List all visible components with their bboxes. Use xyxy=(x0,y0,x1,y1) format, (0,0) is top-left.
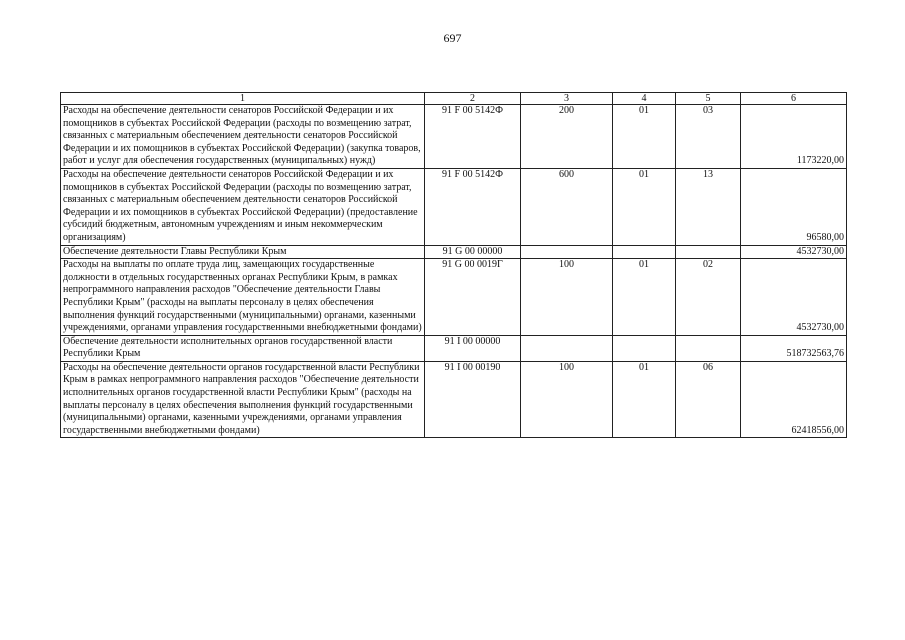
table-row xyxy=(61,105,847,169)
row-subsection: 03 xyxy=(676,105,741,169)
table-row xyxy=(61,361,847,438)
row-expense-type xyxy=(521,335,613,361)
row-subsection xyxy=(676,335,741,361)
row-section: 01 xyxy=(613,259,676,336)
row-amount: 96580,00 xyxy=(741,168,847,245)
header-col-3: 3 xyxy=(521,93,613,105)
row-name: Расходы на обеспечение деятельности сенаторов Российской Федерации и их помощников в субъектах Российской Федерации (расходы по возмещению затрат, связанных с материальным обеспечением деятельности сенаторов Российской Федерации и их помощников в субъектах Российской Федерации) (закупка товаров, работ и услуг для обеспечения государственных (муниципальных) нужд) xyxy=(61,105,425,169)
row-name: Обеспечение деятельности Главы Республики Крым xyxy=(61,245,425,259)
page-number: 697 xyxy=(443,31,462,45)
row-expense-type: 600 xyxy=(521,168,613,245)
row-section: 01 xyxy=(613,168,676,245)
row-expense-type: 100 xyxy=(521,259,613,336)
header-col-4: 4 xyxy=(613,93,676,105)
header-col-1: 1 xyxy=(61,93,425,105)
row-amount: 4532730,00 xyxy=(741,245,847,259)
row-name: Расходы на выплаты по оплате труда лиц, замещающих государственные должности в отдельных государственных органах Республики Крым, в рамках непрограммного направления расходов "Обеспечение деятельности Главы Республики Крым" (расходы на выплаты персоналу в целях обеспечения выполнения функций государственными (муниципальными) органами, казенными учреждениями, органами управления государственными внебюджетными фондами) xyxy=(61,259,425,336)
row-code: 91 G 00 00000 xyxy=(425,245,521,259)
row-expense-type: 200 xyxy=(521,105,613,169)
header-col-6: 6 xyxy=(741,93,847,105)
row-code: 91 F 00 5142Ф xyxy=(425,105,521,169)
table-row xyxy=(61,335,847,361)
table-row xyxy=(61,259,847,336)
row-amount: 62418556,00 xyxy=(741,361,847,438)
header-col-2: 2 xyxy=(425,93,521,105)
row-subsection xyxy=(676,245,741,259)
header-col-5: 5 xyxy=(676,93,741,105)
row-section: 01 xyxy=(613,105,676,169)
row-subsection: 02 xyxy=(676,259,741,336)
table-row xyxy=(61,168,847,245)
row-expense-type: 100 xyxy=(521,361,613,438)
row-amount: 1173220,00 xyxy=(741,105,847,169)
row-amount: 4532730,00 xyxy=(741,259,847,336)
budget-table xyxy=(60,92,847,438)
table-header-row xyxy=(61,93,847,105)
row-section xyxy=(613,245,676,259)
row-section xyxy=(613,335,676,361)
row-expense-type xyxy=(521,245,613,259)
row-amount: 518732563,76 xyxy=(741,335,847,361)
row-code: 91 I 00 00000 xyxy=(425,335,521,361)
row-subsection: 13 xyxy=(676,168,741,245)
row-code: 91 I 00 00190 xyxy=(425,361,521,438)
row-section: 01 xyxy=(613,361,676,438)
row-name: Расходы на обеспечение деятельности органов государственной власти Республики Крым в рамках непрограммного направления расходов "Обеспечение деятельности исполнительных органов государственной власти Республики Крым" (расходы на выплаты персоналу в целях обеспечения выполнения функций государственными (муниципальными) органами, казенными учреждениями, органами управления государственными внебюджетными фондами) xyxy=(61,361,425,438)
table-row xyxy=(61,245,847,259)
row-name: Расходы на обеспечение деятельности сенаторов Российской Федерации и их помощников в субъектах Российской Федерации (расходы по возмещению затрат, связанных с материальным обеспечением деятельности сенаторов Российской Федерации и их помощников в субъектах Российской Федерации) (предоставление субсидий бюджетным, автономным учреждениям и иным некоммерческим организациям) xyxy=(61,168,425,245)
row-name: Обеспечение деятельности исполнительных органов государственной власти Республики Крым xyxy=(61,335,425,361)
row-code: 91 G 00 0019Г xyxy=(425,259,521,336)
row-code: 91 F 00 5142Ф xyxy=(425,168,521,245)
row-subsection: 06 xyxy=(676,361,741,438)
